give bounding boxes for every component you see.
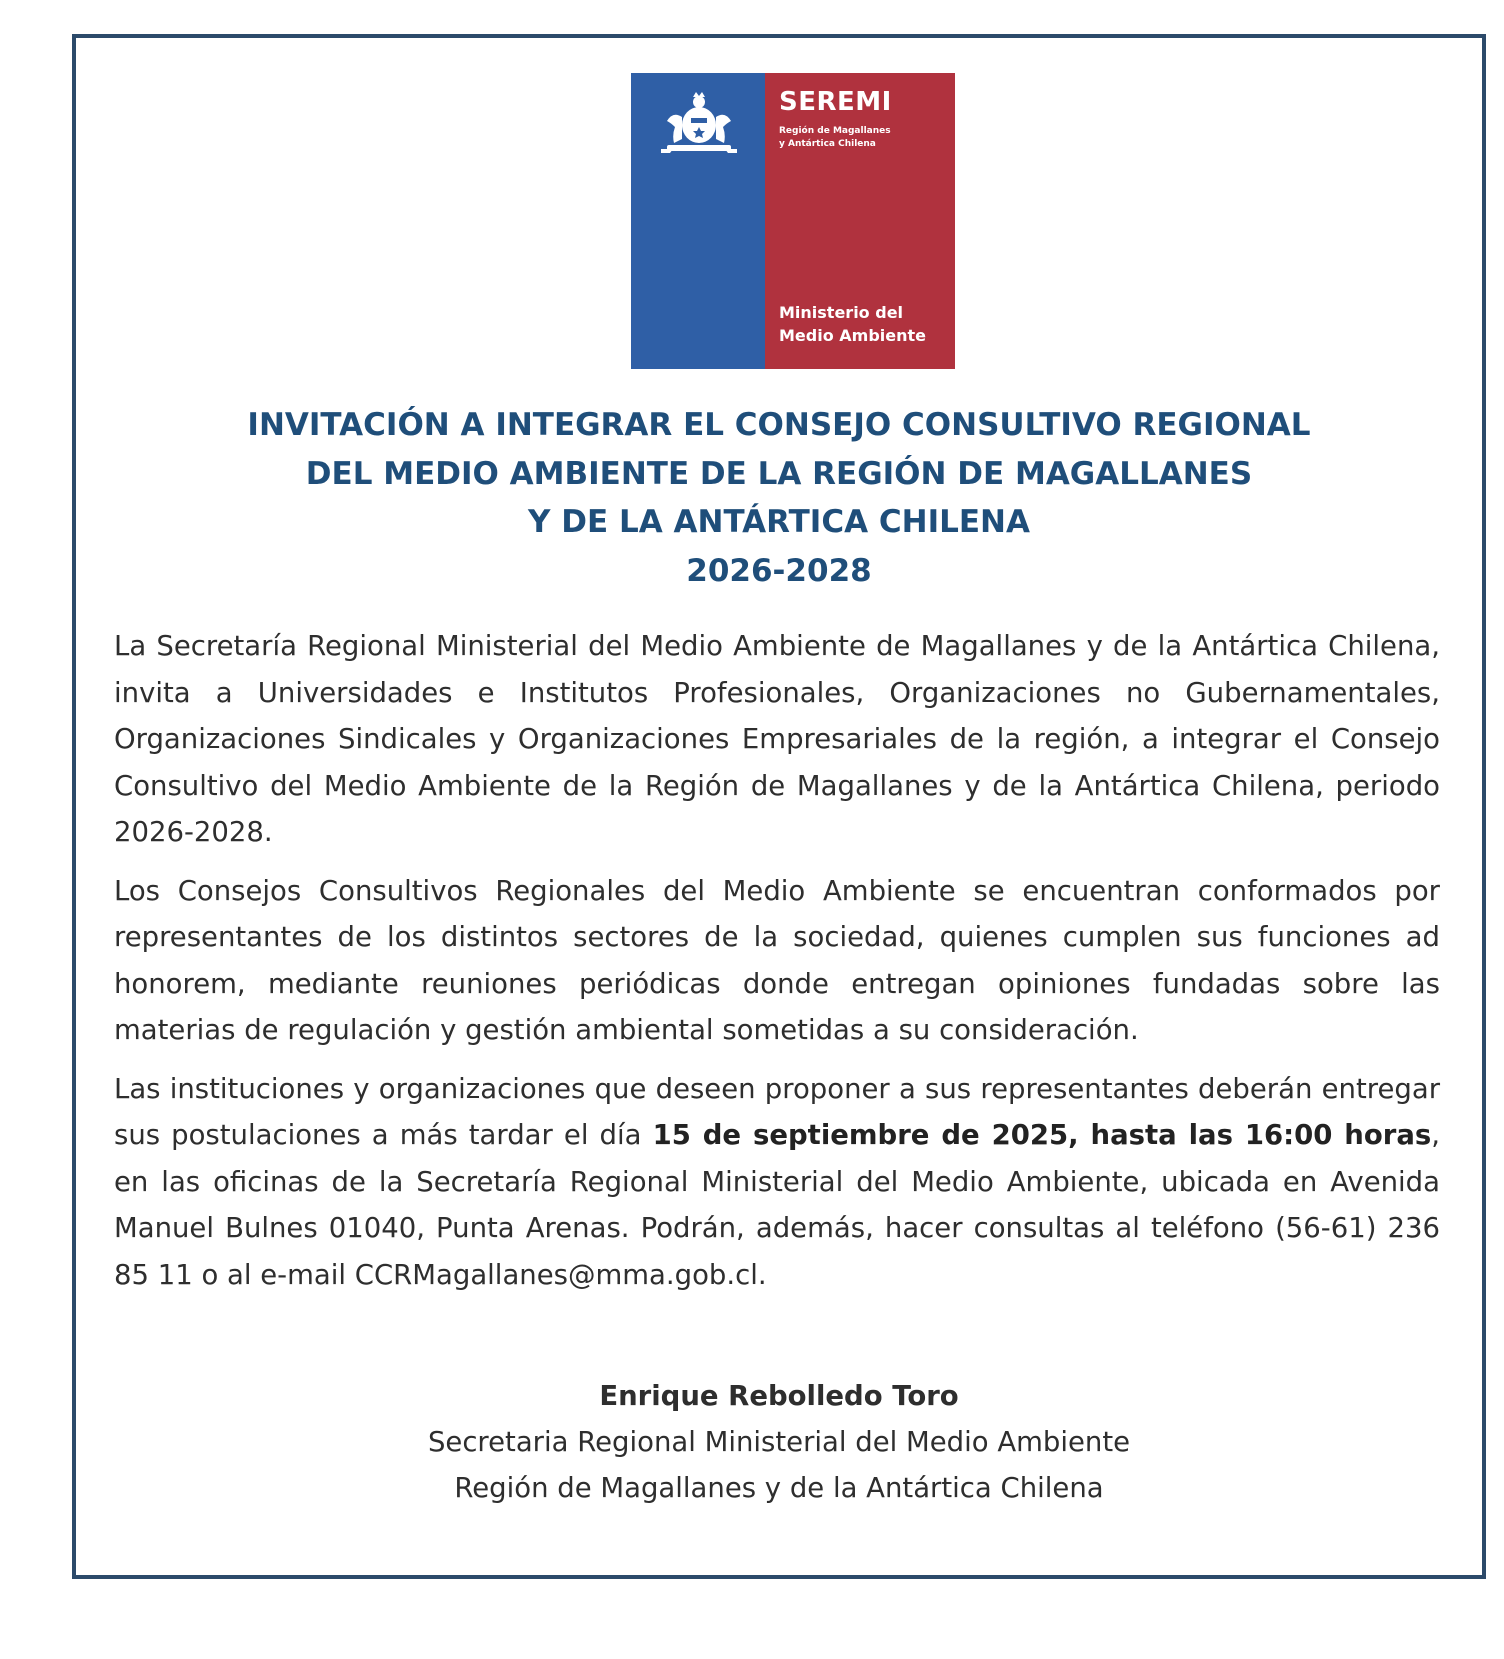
paragraph-invitation: La Secretaría Regional Ministerial del Medio Ambiente de Magallanes y de la Antártica Chilena, invita a Universidades e Institutos Profesionales, Organizaciones no Gubernamentales, Organizaciones Sindicales y Organizaciones Empresariales de la región, a integrar el Consejo Consultivo del Medio Ambiente de la Región de Magallanes y de la Antártica Chilena, periodo 2026-2028.	[114, 630, 1440, 848]
deadline-date: 15 de septiembre de 2025, hasta las 16:00 horas	[652, 1119, 1432, 1151]
logo-subtitle: Región de Magallanes y Antártica Chilena	[779, 126, 891, 149]
paragraph-deadline	[114, 1066, 1440, 1299]
title-line-4: 2026-2028	[686, 552, 872, 589]
notice-frame	[72, 34, 1486, 1579]
notice-body	[114, 623, 1440, 1310]
title-line-1: INVITACIÓN A INTEGRAR EL CONSEJO CONSULTIVO REGIONAL	[247, 407, 1311, 443]
title-line-3: Y DE LA ANTÁRTICA CHILENA	[528, 504, 1030, 540]
signatory-region: Región de Magallanes y de la Antártica Chilena	[454, 1472, 1104, 1504]
signatory-name: Enrique Rebolledo Toro	[599, 1380, 959, 1412]
signature-block	[76, 1373, 1482, 1511]
deadline-text-before: Las instituciones y organizaciones que deseen proponer a sus representantes deberán entregar sus postulaciones a más tardar el día	[114, 1072, 1440, 1151]
deadline-text-after: , en las oficinas de la Secretaría Regional Ministerial del Medio Ambiente, ubicada en Avenida Manuel Bulnes 01040, Punta Arenas. Podrán, además, hacer consultas al teléfono (56-61) 236 85 11 o al e-mail CCRMagallanes@mma.gob.cl.	[114, 1119, 1440, 1291]
chile-coat-of-arms-icon	[657, 91, 741, 161]
logo-ministry: Ministerio del Medio Ambiente	[779, 303, 927, 345]
logo-title: SEREMI	[779, 87, 892, 117]
signatory-role: Secretaria Regional Ministerial del Medio Ambiente	[427, 1426, 1131, 1458]
logo-blue-panel	[631, 73, 765, 369]
logo-red-panel	[765, 73, 955, 369]
notice-title	[76, 401, 1482, 595]
title-line-2: DEL MEDIO AMBIENTE DE LA REGIÓN DE MAGALLANES	[305, 455, 1253, 492]
paragraph-description: Los Consejos Consultivos Regionales del Medio Ambiente se encuentran conformados por representantes de los distintos sectores de la sociedad, quienes cumplen sus funciones ad honorem, mediante reuniones periódicas donde entregan opiniones fundadas sobre las materias de regulación y gestión ambiental sometidas a su consideración.	[114, 874, 1440, 1046]
seremi-logo	[631, 73, 955, 369]
